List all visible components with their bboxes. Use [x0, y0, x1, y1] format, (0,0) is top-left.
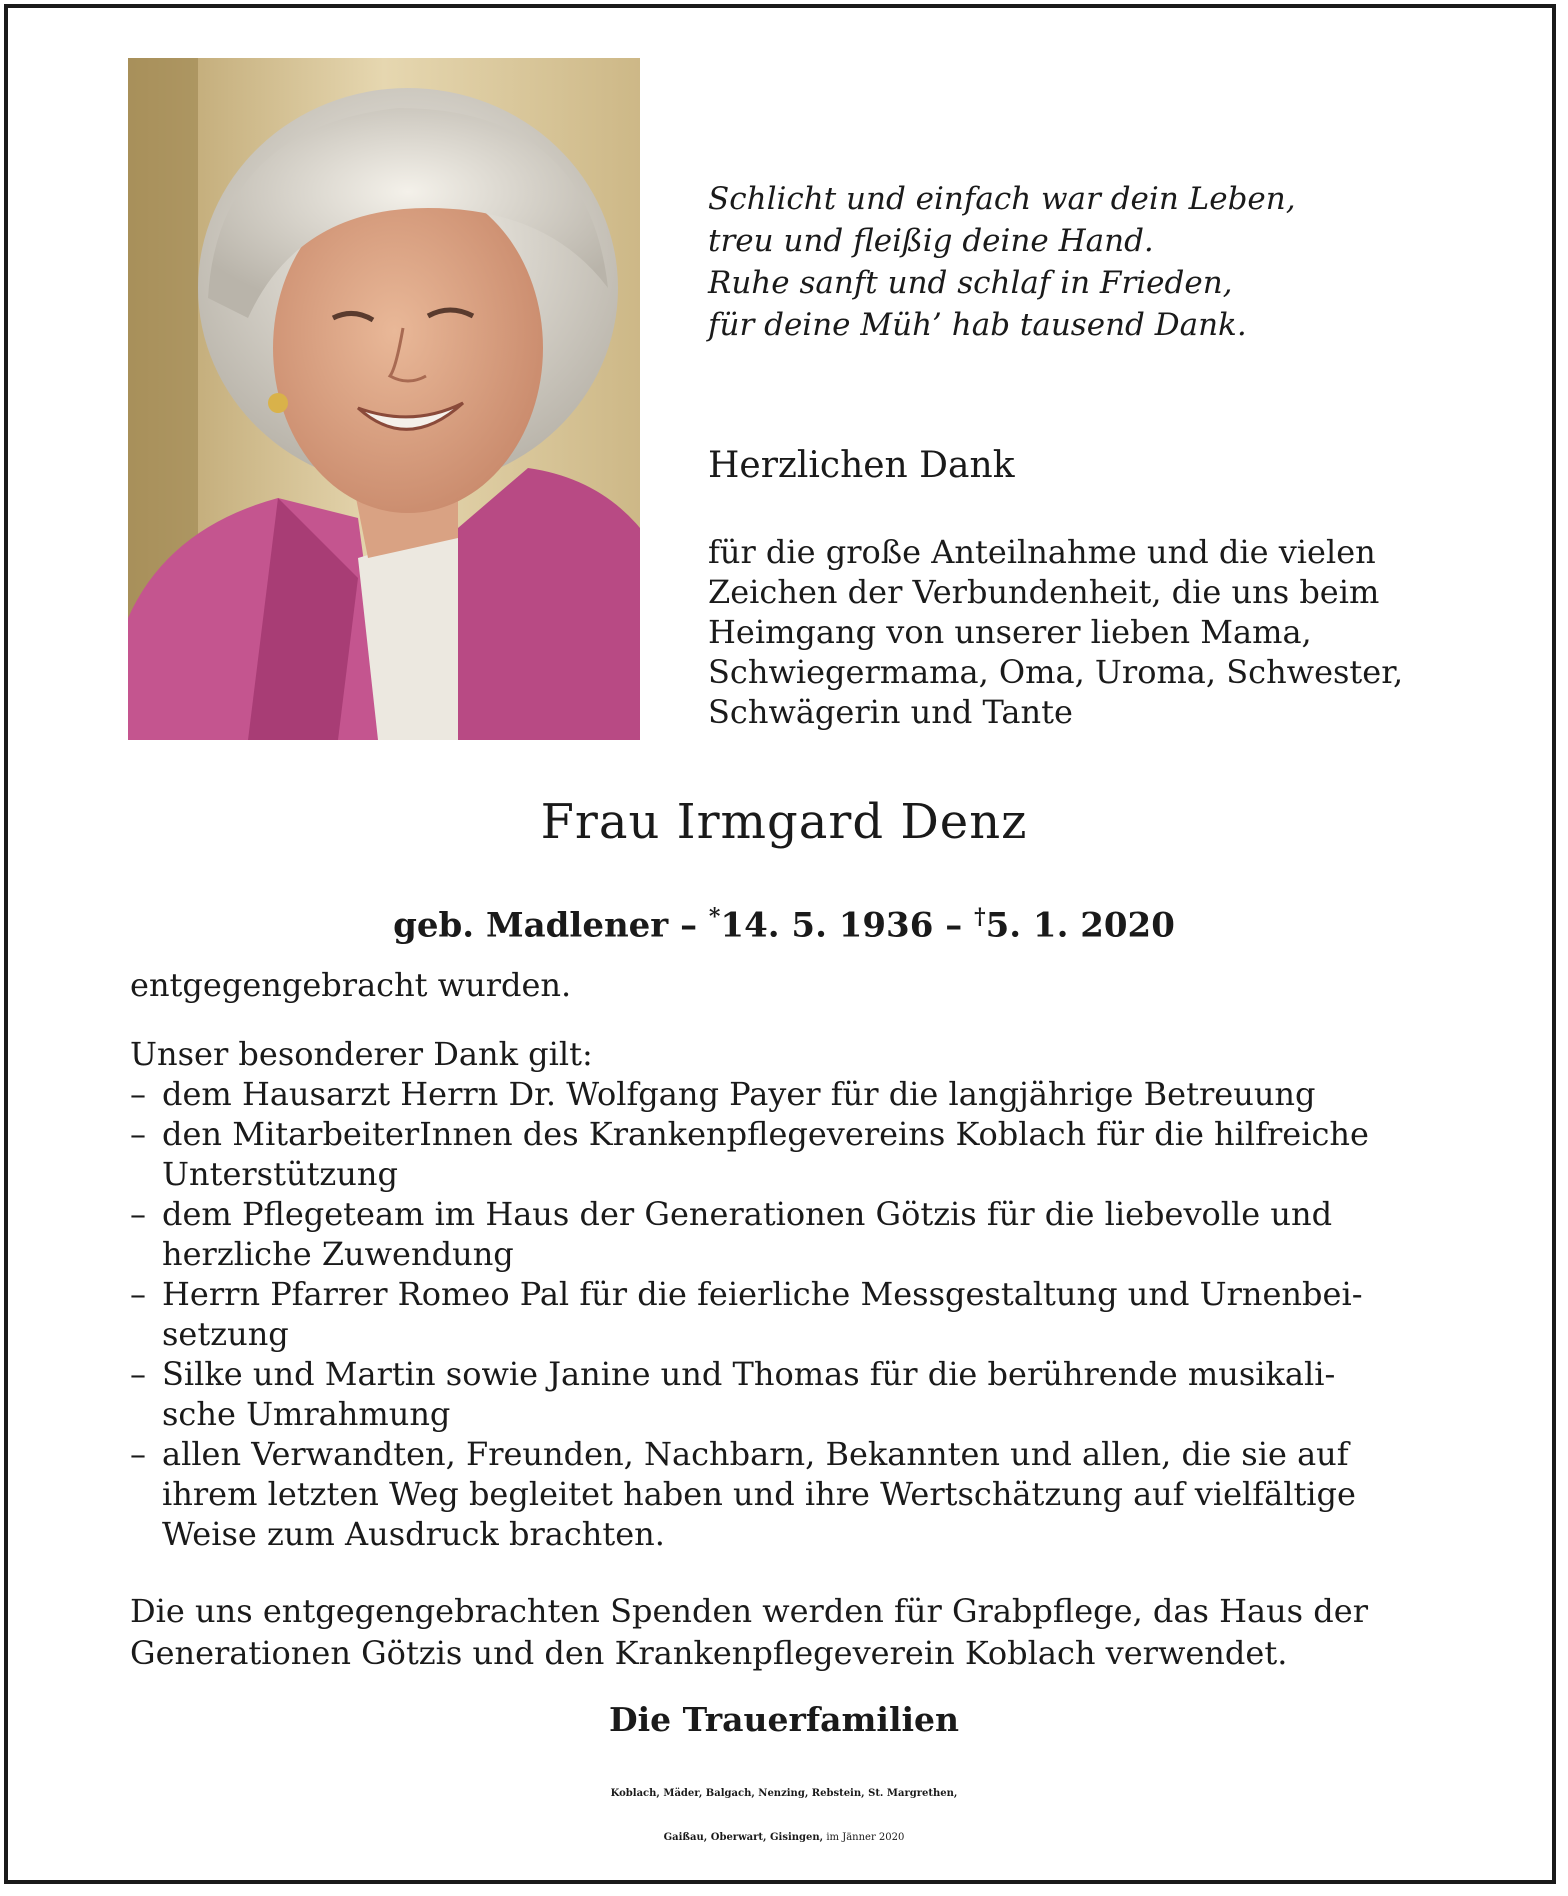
- thanks-list-line: dem Hausarzt Herrn Dr. Wolfgang Payer für die langjährige Betreuung: [162, 1075, 1316, 1113]
- mourning-families: Die Trauerfamilien: [608, 1700, 960, 1739]
- birth-name: geb. Madlener: [393, 905, 669, 946]
- donations-line: Die uns entgegengebrachten Spenden werden für Grabpflege, das Haus der: [130, 1592, 1368, 1630]
- thanks-list-line: ihrem letzten Weg begleitet haben und ihre Wertschätzung auf vielfältige: [162, 1475, 1356, 1513]
- poem-line: Schlicht und einfach war dein Leben,: [708, 181, 1296, 217]
- thanks-list-item: [130, 1114, 1436, 1194]
- list-dash: –: [130, 1435, 146, 1473]
- separator: –: [680, 905, 698, 946]
- places-line: Koblach, Mäder, Balgach, Nenzing, Rebstein, St. Margrethen,: [610, 1788, 958, 1799]
- birth-symbol: *: [708, 904, 721, 930]
- list-dash: –: [130, 1195, 146, 1233]
- intro-line: Heimgang von unserer lieben Mama,: [708, 613, 1312, 651]
- intro-line: Schwägerin und Tante: [708, 693, 1073, 731]
- thanks-heading: Herzlichen Dank: [708, 445, 1015, 486]
- places-line-bold: Gaißau, Oberwart, Gisingen,: [663, 1832, 824, 1843]
- thanks-list-item: [130, 1434, 1436, 1554]
- list-dash: –: [130, 1115, 146, 1153]
- thanks-list-line: Herrn Pfarrer Romeo Pal für die feierliche Messgestaltung und Urnenbei-: [162, 1275, 1363, 1313]
- thanks-list-item: [130, 1274, 1436, 1354]
- special-thanks: [130, 1034, 1436, 1554]
- separator: –: [945, 905, 963, 946]
- poem-line: Ruhe sanft und schlaf in Frieden,: [708, 265, 1233, 301]
- poem-line: treu und fleißig deine Hand.: [708, 223, 1154, 259]
- life-dates: [0, 894, 1568, 948]
- list-dash: –: [130, 1355, 146, 1393]
- donations-line: Generationen Götzis und den Krankenpflegeverein Koblach verwendet.: [130, 1634, 1288, 1672]
- thanks-list-line: Unterstützung: [162, 1155, 398, 1193]
- thanks-list-item: [130, 1194, 1436, 1274]
- birth-date: 14. 5. 1936: [720, 905, 934, 946]
- death-symbol: †: [974, 904, 986, 930]
- death-date: 5. 1. 2020: [985, 905, 1175, 946]
- thanks-list-line: Silke und Martin sowie Janine und Thomas für die berührende musikali-: [162, 1355, 1336, 1393]
- deceased-name: Frau Irmgard Denz: [540, 794, 1028, 850]
- thanks-list-item: [130, 1074, 1436, 1114]
- thanks-list-line: Weise zum Ausdruck brachten.: [162, 1515, 665, 1553]
- places: [0, 1772, 1568, 1860]
- intro-line: Schwiegermama, Oma, Uroma, Schwester,: [708, 653, 1404, 691]
- poem: [708, 178, 1348, 346]
- date-line: im Jänner 2020: [823, 1832, 905, 1843]
- intro-text: [708, 532, 1436, 732]
- thanks-list-line: dem Pflegeteam im Haus der Generationen Götzis für die liebevolle und: [162, 1195, 1333, 1233]
- list-dash: –: [130, 1075, 146, 1113]
- donations-text: [130, 1590, 1436, 1674]
- special-thanks-heading: Unser besonderer Dank gilt:: [130, 1035, 593, 1073]
- thanks-list-line: allen Verwandten, Freunden, Nachbarn, Bekannten und allen, die sie auf: [162, 1435, 1349, 1473]
- poem-line: für deine Müh’ hab tausend Dank.: [708, 307, 1247, 343]
- list-dash: –: [130, 1275, 146, 1313]
- thanks-list-line: setzung: [162, 1315, 289, 1353]
- portrait-illustration: [128, 58, 640, 740]
- intro-line: Zeichen der Verbundenheit, die uns beim: [708, 573, 1380, 611]
- intro-line: für die große Anteilnahme und die vielen: [708, 533, 1376, 571]
- continuation-text: entgegengebracht wurden.: [130, 966, 572, 1004]
- thanks-list: [130, 1074, 1436, 1554]
- portrait-photo: [128, 58, 640, 740]
- thanks-list-item: [130, 1354, 1436, 1434]
- thanks-list-line: herzliche Zuwendung: [162, 1235, 514, 1273]
- thanks-list-line: sche Umrahmung: [162, 1395, 451, 1433]
- thanks-list-line: den MitarbeiterInnen des Krankenpflegevereins Koblach für die hilfreiche: [162, 1115, 1369, 1153]
